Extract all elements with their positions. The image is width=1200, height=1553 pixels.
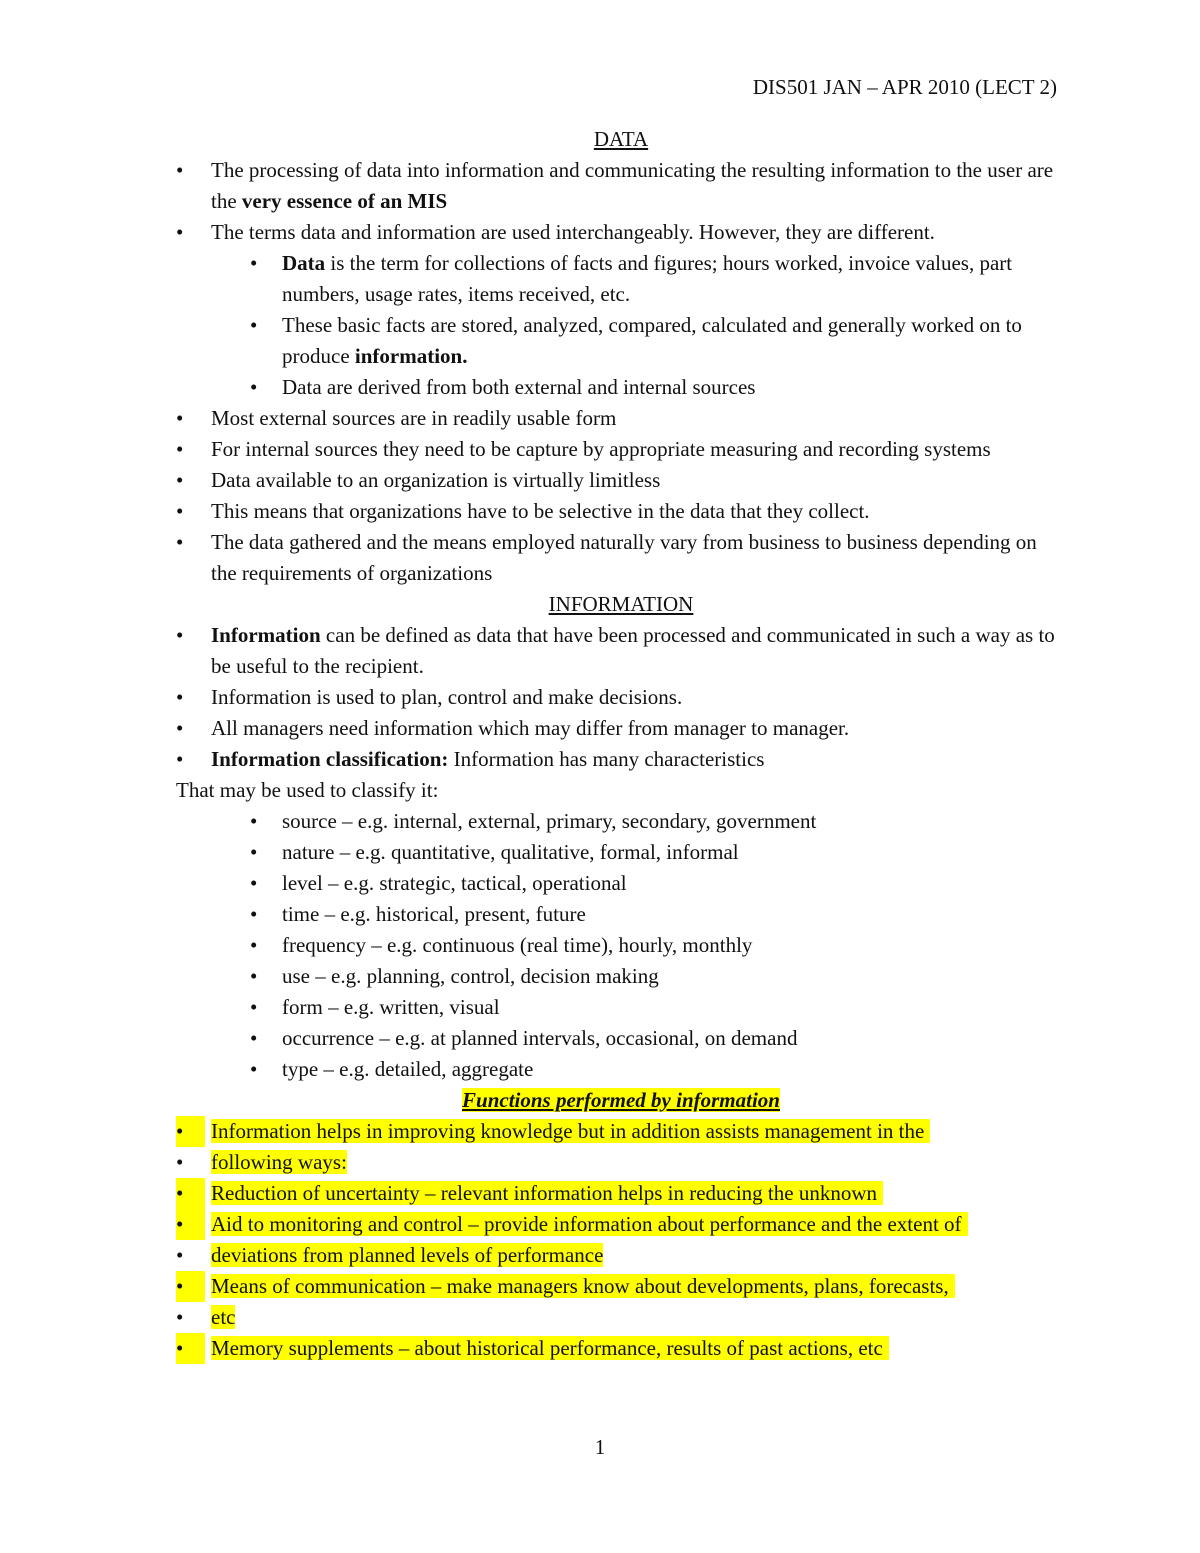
list-item: • Information is used to plan, control and make decisions. [176, 682, 1066, 713]
section-heading-functions [176, 1085, 1066, 1116]
classification-item: • type – e.g. detailed, aggregate [176, 1054, 1066, 1085]
item-text: can be defined as data that have been processed and communicated in such a way as to be useful to the recipient. [211, 623, 1055, 678]
list-item: • All managers need information which may differ from manager to manager. [176, 713, 1066, 744]
item-text: is the term for collections of facts and figures; hours worked, invoice values, part numbers, usage rates, items received, etc. [282, 251, 1013, 306]
list-item: • The terms data and information are used interchangeably. However, they are different. [176, 217, 1066, 248]
list-item [176, 1178, 1066, 1209]
list-item [176, 744, 1066, 775]
item-term: Information [211, 623, 321, 647]
item-text: following ways: [211, 1150, 347, 1174]
page-content [176, 124, 1066, 1364]
list-item: • Most external sources are in readily usable form [176, 403, 1066, 434]
item-text: The processing of data into information and communicating the resulting information to the user are the [211, 158, 1054, 213]
sub-list-item [176, 248, 1066, 310]
list-item [176, 1271, 1066, 1302]
list-item [176, 620, 1066, 682]
classification-item: • frequency – e.g. continuous (real time), hourly, monthly [176, 930, 1066, 961]
list-item: • For internal sources they need to be capture by appropriate measuring and recording systems [176, 434, 1066, 465]
section-heading-data: DATA [593, 127, 649, 151]
item-text: Information helps in improving knowledge but in addition assists management in the [211, 1119, 930, 1143]
classification-item: • source – e.g. internal, external, primary, secondary, government [176, 806, 1066, 837]
item-text: deviations from planned levels of performance [211, 1243, 604, 1267]
item-text: Memory supplements – about historical performance, results of past actions, etc [211, 1336, 889, 1360]
section-heading-information: INFORMATION [548, 592, 694, 616]
page-header: DIS501 JAN – APR 2010 (LECT 2) [752, 75, 1057, 99]
classification-item: • form – e.g. written, visual [176, 992, 1066, 1023]
classification-item: • occurrence – e.g. at planned intervals, occasional, on demand [176, 1023, 1066, 1054]
list-item: • Data available to an organization is virtually limitless [176, 465, 1066, 496]
classification-item: • use – e.g. planning, control, decision making [176, 961, 1066, 992]
page-number: 1 [594, 1435, 606, 1459]
sub-list-item [176, 310, 1066, 372]
classification-item: • time – e.g. historical, present, future [176, 899, 1066, 930]
item-term: Data [282, 251, 326, 275]
item-term: Information classification: [211, 747, 449, 771]
list-item [176, 1209, 1066, 1240]
list-item: • The data gathered and the means employed naturally vary from business to business depending on the requirements of organizations [176, 527, 1066, 589]
list-item-continuation [176, 1240, 1066, 1271]
paragraph-intro: That may be used to classify it: [176, 778, 439, 802]
item-text: Reduction of uncertainty – relevant information helps in reducing the unknown [211, 1181, 883, 1205]
list-item [176, 155, 1066, 217]
item-text: Information has many characteristics [448, 747, 765, 771]
list-item [176, 1333, 1066, 1364]
classification-item: • level – e.g. strategic, tactical, operational [176, 868, 1066, 899]
item-text: etc [211, 1305, 236, 1329]
list-item: • This means that organizations have to be selective in the data that they collect. [176, 496, 1066, 527]
item-text: Means of communication – make managers know about developments, plans, forecasts, [211, 1274, 955, 1298]
heading-text: Functions performed by information [462, 1088, 780, 1112]
item-emphasis: very essence of an MIS [241, 189, 448, 213]
item-text: Aid to monitoring and control – provide information about performance and the extent of [211, 1212, 968, 1236]
list-item [176, 1116, 1066, 1147]
item-emphasis: information. [354, 344, 468, 368]
list-item-continuation [176, 1302, 1066, 1333]
classification-item: • nature – e.g. quantitative, qualitative, formal, informal [176, 837, 1066, 868]
item-text: These basic facts are stored, analyzed, compared, calculated and generally worked on to produce [282, 313, 1022, 368]
list-item-continuation [176, 1147, 1066, 1178]
sub-list-item: • Data are derived from both external and internal sources [176, 372, 1066, 403]
